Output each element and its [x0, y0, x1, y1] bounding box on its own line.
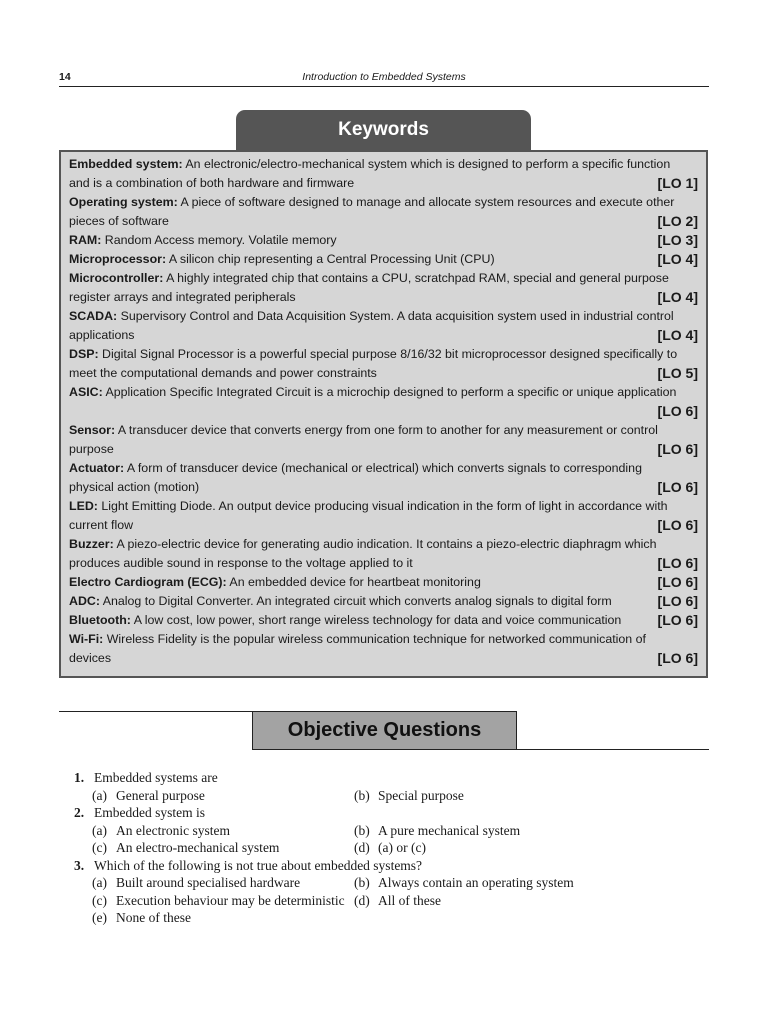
keyword-term: Bluetooth: [69, 613, 131, 627]
learning-objective-tag: [LO 1] [657, 175, 698, 191]
objective-questions-banner [59, 711, 709, 751]
learning-objective-tag: [LO 6] [657, 650, 698, 666]
keyword-text [69, 347, 677, 361]
keyword-term: ADC: [69, 594, 100, 608]
keyword-text [69, 632, 646, 646]
learning-objective-tag: [LO 6] [657, 403, 698, 419]
keyword-definition: A piece of software designed to manage and allocate system resources and execute other [177, 195, 675, 209]
learning-objective-tag: [LO 4] [657, 289, 698, 305]
keyword-line [69, 516, 698, 535]
question [74, 857, 714, 875]
keyword-text [69, 594, 612, 608]
keyword-line [69, 155, 698, 174]
keyword-text [69, 366, 377, 380]
keyword-text [69, 556, 413, 570]
option-row [74, 874, 714, 892]
keyword-definition: A form of transducer device (mechanical or electrical) which converts signals to corresponding [124, 461, 642, 475]
keyword-text [69, 499, 668, 513]
learning-objective-tag: [LO 6] [657, 479, 698, 495]
option-text: Built around specialised hardware [116, 875, 301, 890]
answer-option [92, 839, 279, 857]
keyword-line [69, 573, 698, 592]
keyword-line [69, 288, 698, 307]
learning-objective-tag: [LO 6] [657, 555, 698, 571]
keyword-line [69, 231, 698, 250]
keyword-text [69, 537, 657, 551]
keyword-definition: and is a combination of both hardware and firmware [69, 176, 355, 190]
option-text: An electro-mechanical system [116, 840, 280, 855]
keyword-line [69, 630, 698, 649]
answer-option [354, 874, 574, 892]
keyword-line [69, 307, 698, 326]
keyword-line [69, 535, 698, 554]
option-text: Execution behaviour may be deterministic [116, 892, 345, 908]
keyword-term: ASIC: [69, 385, 103, 399]
option-text: Special purpose [378, 787, 464, 803]
keyword-definition: An electronic/electro-mechanical system which is designed to perform a specific function [182, 157, 671, 171]
keyword-term: Embedded system: [69, 157, 183, 171]
question-number: 3. [74, 857, 85, 873]
keyword-definition: produces audible sound in response to the voltage applied to it [69, 556, 413, 570]
keyword-definition: Analog to Digital Converter. An integrated circuit which converts analog signals to digital form [99, 594, 612, 608]
answer-option [92, 909, 191, 927]
learning-objective-tag: [LO 4] [657, 327, 698, 343]
keyword-line [69, 611, 698, 630]
learning-objective-tag: [LO 6] [657, 612, 698, 628]
keyword-line [69, 383, 698, 402]
keyword-line [69, 250, 698, 269]
keyword-text [69, 290, 296, 304]
option-text: Always contain an operating system [378, 875, 574, 890]
keyword-definition: An embedded device for heartbeat monitoring [226, 575, 481, 589]
keyword-text [69, 575, 481, 589]
keyword-definition: Application Specific Integrated Circuit is a microchip designed to perform a specific or unique application [102, 385, 677, 399]
question-number: 1. [74, 770, 85, 785]
keyword-line [69, 497, 698, 516]
keyword-definition: current flow [69, 518, 134, 532]
keyword-definition: A piezo-electric device for generating audio indication. It contains a piezo-electric diaphragm which [113, 537, 657, 551]
answer-option [354, 822, 520, 840]
keyword-term: DSP: [69, 347, 99, 361]
keyword-term: SCADA: [69, 309, 118, 323]
keyword-line [69, 554, 698, 573]
keyword-line [69, 174, 698, 193]
option-letter: (c) [92, 840, 107, 855]
page-number: 14 [59, 71, 71, 83]
keyword-definition: A transducer device that converts energy from one form to another for any measurement or control [115, 423, 658, 437]
option-letter: (a) [92, 787, 107, 803]
keyword-line [69, 592, 698, 611]
option-row [74, 839, 714, 857]
learning-objective-tag: [LO 2] [657, 213, 698, 229]
keyword-text [69, 195, 674, 209]
question-text: Embedded system is [94, 805, 205, 820]
learning-objective-tag: [LO 4] [657, 251, 698, 267]
keyword-term: Actuator: [69, 461, 125, 475]
option-text: General purpose [116, 787, 205, 803]
answer-option [92, 874, 300, 892]
option-letter: (b) [354, 875, 370, 890]
keyword-term: Microprocessor: [69, 252, 167, 266]
option-row [74, 892, 714, 910]
running-title: Introduction to Embedded Systems [302, 71, 466, 83]
keyword-text [69, 233, 337, 247]
keyword-text [69, 157, 670, 171]
keyword-text [69, 480, 199, 494]
keyword-text [69, 385, 676, 399]
keyword-definition: register arrays and integrated peripherals [69, 290, 296, 304]
keyword-term: Microcontroller: [69, 271, 164, 285]
keyword-definition: physical action (motion) [69, 480, 200, 494]
keyword-definition: Digital Signal Processor is a powerful special purpose 8/16/32 bit microprocessor designed specifically to [98, 347, 678, 361]
answer-option [354, 892, 441, 910]
learning-objective-tag: [LO 5] [657, 365, 698, 381]
keyword-text [69, 214, 169, 228]
learning-objective-tag: [LO 6] [657, 593, 698, 609]
keyword-text [69, 271, 669, 285]
option-row [74, 909, 714, 927]
keyword-definition: pieces of software [69, 214, 169, 228]
keywords-box [59, 150, 708, 678]
option-text: A pure mechanical system [378, 822, 521, 838]
option-letter: (b) [354, 787, 370, 803]
answer-option [92, 892, 345, 910]
keyword-term: Buzzer: [69, 537, 114, 551]
keyword-line [69, 421, 698, 440]
keyword-text [69, 252, 495, 266]
option-row [74, 787, 714, 805]
banner-rule-right [516, 749, 709, 750]
keyword-definition: applications [69, 328, 135, 342]
keyword-text [69, 328, 134, 342]
option-text: All of these [378, 892, 441, 908]
keywords-heading: Keywords [236, 110, 531, 150]
question-text: Which of the following is not true about embedded systems? [94, 857, 423, 873]
questions-list [74, 769, 714, 927]
option-letter: (a) [92, 822, 107, 838]
keyword-text [69, 442, 114, 456]
option-letter: (b) [354, 822, 370, 838]
answer-option [354, 839, 426, 857]
keyword-line [69, 364, 698, 383]
learning-objective-tag: [LO 3] [657, 232, 698, 248]
keyword-text [69, 518, 133, 532]
keyword-definition: A silicon chip representing a Central Processing Unit (CPU) [166, 252, 495, 266]
keyword-text [69, 309, 674, 323]
option-row [74, 822, 714, 840]
keyword-line [69, 402, 698, 421]
keyword-text [69, 423, 658, 437]
keyword-term: LED: [69, 499, 98, 513]
question [74, 769, 714, 787]
keyword-line [69, 440, 698, 459]
keyword-text [69, 176, 354, 190]
page-header [59, 70, 709, 87]
keyword-line [69, 326, 698, 345]
answer-option [92, 822, 230, 840]
keyword-definition: purpose [69, 442, 114, 456]
keyword-line [69, 649, 698, 668]
learning-objective-tag: [LO 6] [657, 574, 698, 590]
option-letter: (a) [92, 875, 107, 890]
keyword-term: Wi-Fi: [69, 632, 104, 646]
option-text: (a) or (c) [378, 840, 426, 855]
keyword-definition: Random Access memory. Volatile memory [101, 233, 337, 247]
keyword-line [69, 478, 698, 497]
learning-objective-tag: [LO 6] [657, 517, 698, 533]
option-letter: (d) [354, 840, 370, 855]
keyword-line [69, 212, 698, 231]
answer-option [92, 787, 205, 805]
keyword-term: RAM: [69, 233, 102, 247]
keyword-definition: Supervisory Control and Data Acquisition System. A data acquisition system used in industrial control [117, 309, 674, 323]
option-text: None of these [116, 910, 191, 925]
option-letter: (c) [92, 892, 107, 908]
keyword-definition: A low cost, low power, short range wireless technology for data and voice communication [130, 613, 622, 627]
keyword-term: Operating system: [69, 195, 178, 209]
keyword-line [69, 345, 698, 364]
question-number: 2. [74, 805, 85, 820]
keyword-definition: Wireless Fidelity is the popular wireless communication technique for networked communication of [103, 632, 646, 646]
answer-option [354, 787, 464, 805]
keyword-line [69, 459, 698, 478]
keyword-definition: meet the computational demands and power constraints [69, 366, 377, 380]
keyword-definition: A highly integrated chip that contains a CPU, scratchpad RAM, special and general purpose [163, 271, 669, 285]
keyword-definition: Light Emitting Diode. An output device producing visual indication in the form of light in accordance with [97, 499, 668, 513]
keyword-text [69, 461, 642, 475]
keyword-text [69, 651, 111, 665]
keyword-line [69, 193, 698, 212]
question-text: Embedded systems are [94, 770, 218, 785]
learning-objective-tag: [LO 6] [657, 441, 698, 457]
option-letter: (d) [354, 892, 370, 908]
banner-rule-left [59, 711, 252, 712]
option-letter: (e) [92, 910, 107, 925]
keyword-term: Sensor: [69, 423, 116, 437]
keyword-text [69, 613, 621, 627]
objective-questions-heading: Objective Questions [252, 711, 517, 750]
keyword-line [69, 269, 698, 288]
option-text: An electronic system [116, 822, 230, 838]
keyword-definition: devices [69, 651, 112, 665]
question [74, 804, 714, 822]
keyword-term: Electro Cardiogram (ECG): [69, 575, 227, 589]
